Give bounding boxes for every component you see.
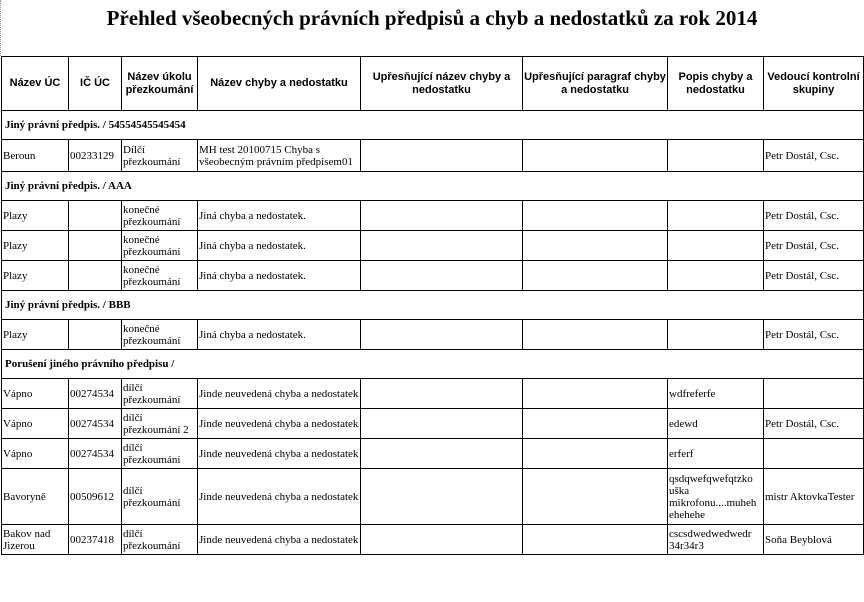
cell-ic: 00274534 xyxy=(69,409,122,439)
cell-chyba: Jinde neuvedená chyba a nedostatek xyxy=(198,409,361,439)
group-label: Jiný právní předpis. / BBB xyxy=(2,291,864,320)
cell-ic: 00274534 xyxy=(69,379,122,409)
cell-uc: Vápno xyxy=(2,409,69,439)
cell-uc: Bakov nad Jizerou xyxy=(2,525,69,555)
cell-upresnujici-nazev xyxy=(361,320,523,350)
cell-popis xyxy=(668,231,764,261)
cell-upresnujici-nazev xyxy=(361,379,523,409)
group-label: Jiný právní předpis. / 54554545545454 xyxy=(2,111,864,140)
cell-upresnujici-nazev xyxy=(361,439,523,469)
cell-ukol: dílčí přezkoumání 2 xyxy=(122,409,198,439)
table-row xyxy=(2,439,864,469)
cell-ic xyxy=(69,261,122,291)
cell-upresnujici-paragraf xyxy=(523,409,668,439)
col-header-nazev-chyby: Název chyby a nedostatku xyxy=(198,57,361,111)
cell-upresnujici-nazev xyxy=(361,409,523,439)
col-header-upresnujici-nazev: Upřesňující název chyby a nedostatku xyxy=(361,57,523,111)
cell-upresnujici-paragraf xyxy=(523,201,668,231)
cell-vedouci: Petr Dostál, Csc. xyxy=(764,140,864,172)
cell-upresnujici-nazev xyxy=(361,140,523,172)
table-row xyxy=(2,525,864,555)
cell-ic: 00509612 xyxy=(69,469,122,525)
cell-popis xyxy=(668,261,764,291)
table-row xyxy=(2,469,864,525)
cell-vedouci: Petr Dostál, Csc. xyxy=(764,409,864,439)
cell-chyba: Jiná chyba a nedostatek. xyxy=(198,231,361,261)
table-row xyxy=(2,140,864,172)
cell-upresnujici-nazev xyxy=(361,231,523,261)
cell-ukol: konečné přezkoumání xyxy=(122,201,198,231)
cell-upresnujici-nazev xyxy=(361,201,523,231)
col-header-nazev-uc: Název ÚC xyxy=(2,57,69,111)
cell-upresnujici-nazev xyxy=(361,525,523,555)
cell-vedouci xyxy=(764,379,864,409)
table-row xyxy=(2,201,864,231)
cell-vedouci: Petr Dostál, Csc. xyxy=(764,261,864,291)
cell-ic: 00233129 xyxy=(69,140,122,172)
cell-upresnujici-nazev xyxy=(361,469,523,525)
cell-ukol: dílčí přezkoumání xyxy=(122,469,198,525)
cell-vedouci: mistr AktovkaTester xyxy=(764,469,864,525)
cell-ukol: dílčí přezkoumání xyxy=(122,525,198,555)
cell-chyba: Jinde neuvedená chyba a nedostatek xyxy=(198,469,361,525)
cell-popis: edewd xyxy=(668,409,764,439)
cell-uc: Plazy xyxy=(2,231,69,261)
report-table xyxy=(1,56,864,555)
cell-uc: Plazy xyxy=(2,320,69,350)
cell-popis: qsdqwefqwefqtzko uška mikrofonu....muheh ehehehe xyxy=(668,469,764,525)
cell-chyba: Jiná chyba a nedostatek. xyxy=(198,261,361,291)
cell-chyba: Jiná chyba a nedostatek. xyxy=(198,320,361,350)
cell-ic: 00274534 xyxy=(69,439,122,469)
group-label: Jiný právní předpis. / AAA xyxy=(2,172,864,201)
cell-chyba: Jinde neuvedená chyba a nedostatek xyxy=(198,525,361,555)
cell-upresnujici-paragraf xyxy=(523,469,668,525)
cell-vedouci: Petr Dostál, Csc. xyxy=(764,231,864,261)
cell-uc: Beroun xyxy=(2,140,69,172)
table-row xyxy=(2,261,864,291)
group-row xyxy=(2,291,864,320)
cell-ukol: konečné přezkoumání xyxy=(122,320,198,350)
cell-vedouci xyxy=(764,439,864,469)
col-header-upresnujici-paragraf: Upřesňující paragraf chyby a nedostatku xyxy=(523,57,668,111)
cell-popis xyxy=(668,140,764,172)
col-header-ic-uc: IČ ÚC xyxy=(69,57,122,111)
cell-upresnujici-paragraf xyxy=(523,320,668,350)
page-title: Přehled všeobecných právních předpisů a chyb a nedostatků za rok 2014 xyxy=(106,6,758,30)
cell-vedouci: Petr Dostál, Csc. xyxy=(764,201,864,231)
cell-uc: Plazy xyxy=(2,201,69,231)
cell-uc: Plazy xyxy=(2,261,69,291)
group-row xyxy=(2,172,864,201)
cell-chyba: MH test 20100715 Chyba s všeobecným právním předpisem01 xyxy=(198,140,361,172)
cell-ic xyxy=(69,201,122,231)
cell-ukol: konečné přezkoumání xyxy=(122,261,198,291)
cell-uc: Vápno xyxy=(2,379,69,409)
cell-upresnujici-paragraf xyxy=(523,140,668,172)
col-header-vedouci: Vedoucí kontrolní skupiny xyxy=(764,57,864,111)
cell-vedouci: Petr Dostál, Csc. xyxy=(764,320,864,350)
cell-ukol: Dílčí přezkoumání xyxy=(122,140,198,172)
cell-chyba: Jinde neuvedená chyba a nedostatek xyxy=(198,379,361,409)
cell-popis: erferf xyxy=(668,439,764,469)
cell-vedouci: Soňa Beyblová xyxy=(764,525,864,555)
cell-upresnujici-paragraf xyxy=(523,439,668,469)
cell-popis xyxy=(668,201,764,231)
cell-ic xyxy=(69,320,122,350)
cell-upresnujici-nazev xyxy=(361,261,523,291)
cell-ic: 00237418 xyxy=(69,525,122,555)
cell-chyba: Jinde neuvedená chyba a nedostatek xyxy=(198,439,361,469)
cell-ukol: dílčí přezkoumání xyxy=(122,379,198,409)
cell-upresnujici-paragraf xyxy=(523,261,668,291)
cell-ukol: dílčí přezkoumání xyxy=(122,439,198,469)
cell-upresnujici-paragraf xyxy=(523,525,668,555)
cell-upresnujici-paragraf xyxy=(523,379,668,409)
group-label: Porušení jiného právního předpisu / xyxy=(2,350,864,379)
cell-chyba: Jiná chyba a nedostatek. xyxy=(198,201,361,231)
cell-upresnujici-paragraf xyxy=(523,231,668,261)
cell-popis xyxy=(668,320,764,350)
cell-uc: Bavoryně xyxy=(2,469,69,525)
cell-popis: cscsdwedwedwedr 34r34r3 xyxy=(668,525,764,555)
cell-ukol: konečné přezkoumání xyxy=(122,231,198,261)
header-row xyxy=(2,57,864,111)
col-header-popis: Popis chyby a nedostatku xyxy=(668,57,764,111)
table-row xyxy=(2,409,864,439)
table-row xyxy=(2,231,864,261)
group-row xyxy=(2,350,864,379)
table-row xyxy=(2,320,864,350)
col-header-nazev-ukolu: Název úkolu přezkoumání xyxy=(122,57,198,111)
group-row xyxy=(2,111,864,140)
cell-popis: wdfreferfe xyxy=(668,379,764,409)
table-row xyxy=(2,379,864,409)
cell-ic xyxy=(69,231,122,261)
cell-uc: Vápno xyxy=(2,439,69,469)
